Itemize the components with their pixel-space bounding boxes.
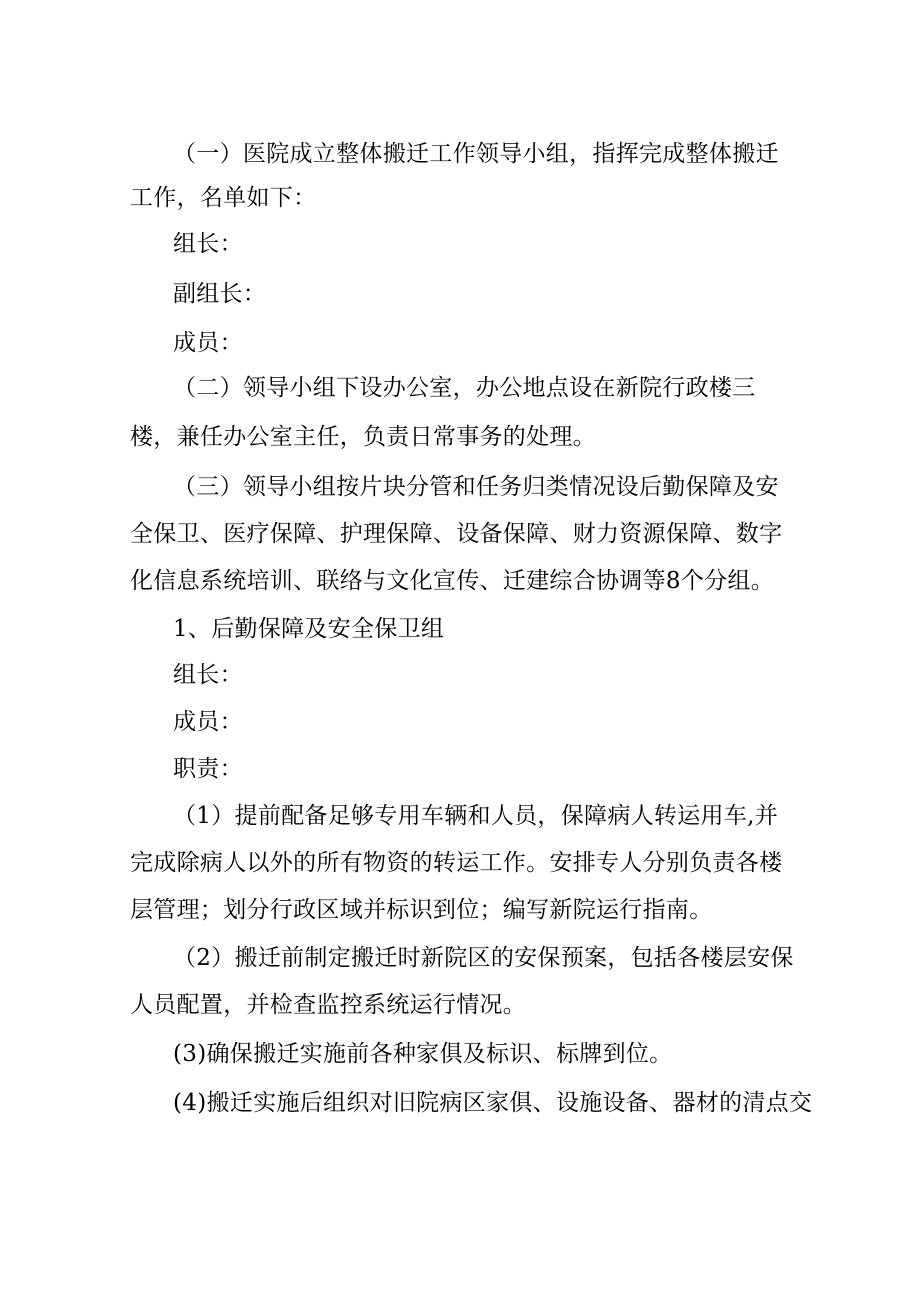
members-label: 成员： xyxy=(173,330,243,356)
group-1-leader-label: 组长： xyxy=(173,662,243,688)
duty-2-line-2: 人员配置，并检查监控系统运行情况。 xyxy=(130,992,527,1018)
duty-1-line-3: 层管理；划分行政区域并标识到位；编写新院运行指南。 xyxy=(130,897,713,923)
duty-1-line-2: 完成除病人以外的所有物资的转运工作。安排专人分别负责各楼 xyxy=(130,850,783,876)
section-2-line-1: （二）领导小组下设办公室，办公地点设在新院行政楼三 xyxy=(173,375,756,401)
duty-3: (3)确保搬迁实施前各种家俱及标识、标牌到位。 xyxy=(173,1041,673,1067)
leader-label: 组长： xyxy=(173,231,243,257)
group-1-title: 1、后勤保障及安全保卫组 xyxy=(173,616,445,642)
group-1-members-label: 成员： xyxy=(173,709,243,735)
section-1-line-1: （一）医院成立整体搬迁工作领导小组，指挥完成整体搬迁 xyxy=(173,141,779,167)
section-1-line-2: 工作，名单如下： xyxy=(130,185,317,211)
group-1-duties-label: 职责： xyxy=(173,756,243,782)
duty-1-line-1: （1）提前配备足够专用车辆和人员，保障病人转运用车,并 xyxy=(173,803,779,829)
section-3-line-2: 全保卫、医疗保障、护理保障、设备保障、财力资源保障、数字 xyxy=(130,521,783,547)
section-3-line-1: （三）领导小组按片块分管和任务归类情况设后勤保障及安 xyxy=(173,474,779,500)
section-3-line-3: 化信息系统培训、联络与文化宣传、迁建综合协调等8个分组。 xyxy=(130,568,775,594)
deputy-leader-label: 副组长： xyxy=(173,281,267,307)
duty-2-line-1: （2）搬迁前制定搬迁时新院区的安保预案，包括各楼层安保 xyxy=(173,945,794,971)
section-2-line-2: 楼，兼任办公室主任，负责日常事务的处理。 xyxy=(130,424,596,450)
duty-4: (4)搬迁实施后组织对旧院病区家俱、设施设备、器材的清点交 xyxy=(173,1090,813,1116)
